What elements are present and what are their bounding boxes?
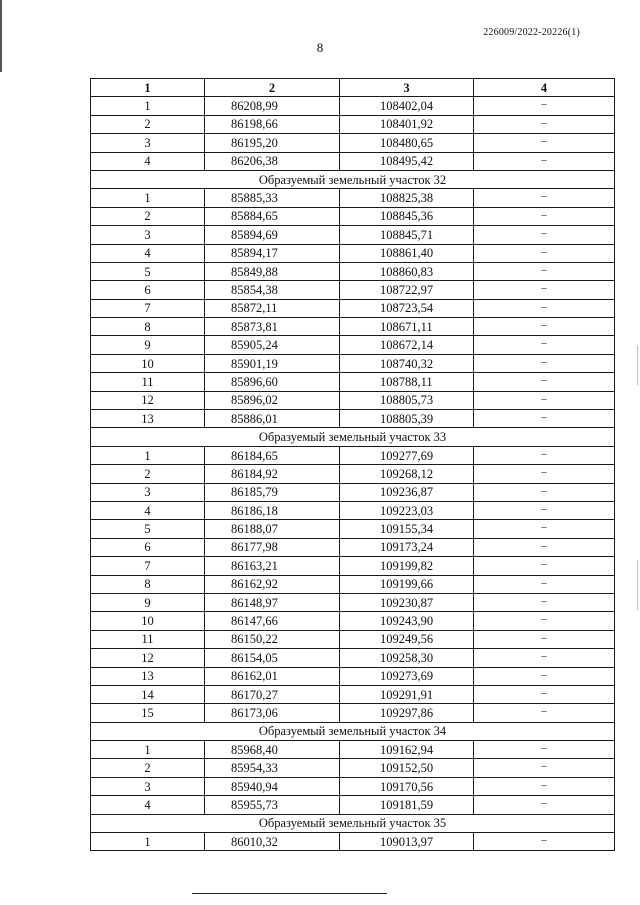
- note-cell: –: [474, 741, 615, 759]
- y-coordinate-cell: 109297,86: [340, 704, 474, 722]
- x-coordinate-cell: 86198,66: [205, 115, 340, 133]
- y-coordinate-cell: 109199,82: [340, 557, 474, 575]
- header-y: 3: [340, 79, 474, 97]
- table-row: [91, 685, 615, 703]
- point-number-cell: 9: [91, 593, 205, 611]
- x-coordinate-cell: 86185,79: [205, 483, 340, 501]
- y-coordinate-cell: 108723,54: [340, 299, 474, 317]
- header-note: 4: [474, 79, 615, 97]
- document-id: 226009/2022-20226(1): [483, 27, 580, 38]
- point-number-cell: 6: [91, 281, 205, 299]
- table-row: [91, 704, 615, 722]
- point-number-cell: 1: [91, 189, 205, 207]
- note-cell: –: [474, 115, 615, 133]
- y-coordinate-cell: 108740,32: [340, 354, 474, 372]
- table-header-row: [91, 79, 615, 97]
- y-coordinate-cell: 109291,91: [340, 685, 474, 703]
- point-number-cell: 6: [91, 538, 205, 556]
- x-coordinate-cell: 86154,05: [205, 649, 340, 667]
- x-coordinate-cell: 85894,17: [205, 244, 340, 262]
- header-point-number: 1: [91, 79, 205, 97]
- x-coordinate-cell: 85885,33: [205, 189, 340, 207]
- note-cell: –: [474, 446, 615, 464]
- table-row: [91, 189, 615, 207]
- table-row: [91, 373, 615, 391]
- point-number-cell: 2: [91, 465, 205, 483]
- x-coordinate-cell: 86148,97: [205, 593, 340, 611]
- table-body: [91, 97, 615, 851]
- y-coordinate-cell: 108722,97: [340, 281, 474, 299]
- note-cell: –: [474, 796, 615, 814]
- y-coordinate-cell: 109236,87: [340, 483, 474, 501]
- note-cell: –: [474, 226, 615, 244]
- y-coordinate-cell: 109155,34: [340, 520, 474, 538]
- table-row: [91, 410, 615, 428]
- y-coordinate-cell: 108845,71: [340, 226, 474, 244]
- note-cell: –: [474, 777, 615, 795]
- table-row: [91, 538, 615, 556]
- y-coordinate-cell: 108402,04: [340, 97, 474, 115]
- y-coordinate-cell: 109162,94: [340, 741, 474, 759]
- section-header-row: [91, 814, 615, 832]
- point-number-cell: 3: [91, 483, 205, 501]
- x-coordinate-cell: 86170,27: [205, 685, 340, 703]
- x-coordinate-cell: 86163,21: [205, 557, 340, 575]
- point-number-cell: 5: [91, 520, 205, 538]
- point-number-cell: 15: [91, 704, 205, 722]
- note-cell: –: [474, 520, 615, 538]
- table-row: [91, 391, 615, 409]
- table-row: [91, 501, 615, 519]
- note-cell: –: [474, 336, 615, 354]
- point-number-cell: 12: [91, 391, 205, 409]
- y-coordinate-cell: 109013,97: [340, 833, 474, 851]
- note-cell: –: [474, 281, 615, 299]
- point-number-cell: 12: [91, 649, 205, 667]
- note-cell: –: [474, 667, 615, 685]
- note-cell: –: [474, 612, 615, 630]
- y-coordinate-cell: 108495,42: [340, 152, 474, 170]
- x-coordinate-cell: 86177,98: [205, 538, 340, 556]
- x-coordinate-cell: 85884,65: [205, 207, 340, 225]
- point-number-cell: 4: [91, 501, 205, 519]
- y-coordinate-cell: 108805,39: [340, 410, 474, 428]
- table-row: [91, 630, 615, 648]
- note-cell: –: [474, 354, 615, 372]
- x-coordinate-cell: 86173,06: [205, 704, 340, 722]
- point-number-cell: 11: [91, 373, 205, 391]
- y-coordinate-cell: 109199,66: [340, 575, 474, 593]
- y-coordinate-cell: 108480,65: [340, 134, 474, 152]
- x-coordinate-cell: 85896,60: [205, 373, 340, 391]
- x-coordinate-cell: 86147,66: [205, 612, 340, 630]
- footer-line: [192, 893, 387, 894]
- table-row: [91, 262, 615, 280]
- x-coordinate-cell: 86206,38: [205, 152, 340, 170]
- section-header-row: [91, 428, 615, 446]
- table-row: [91, 207, 615, 225]
- table-row: [91, 575, 615, 593]
- note-cell: –: [474, 685, 615, 703]
- table-row: [91, 281, 615, 299]
- x-coordinate-cell: 86195,20: [205, 134, 340, 152]
- point-number-cell: 3: [91, 226, 205, 244]
- point-number-cell: 4: [91, 152, 205, 170]
- y-coordinate-cell: 108672,14: [340, 336, 474, 354]
- note-cell: –: [474, 575, 615, 593]
- y-coordinate-cell: 108860,83: [340, 262, 474, 280]
- note-cell: –: [474, 262, 615, 280]
- table-row: [91, 318, 615, 336]
- y-coordinate-cell: 109223,03: [340, 501, 474, 519]
- point-number-cell: 8: [91, 318, 205, 336]
- scan-artifact: [637, 560, 638, 610]
- table-row: [91, 593, 615, 611]
- x-coordinate-cell: 85872,11: [205, 299, 340, 317]
- point-number-cell: 8: [91, 575, 205, 593]
- note-cell: –: [474, 391, 615, 409]
- x-coordinate-cell: 85905,24: [205, 336, 340, 354]
- y-coordinate-cell: 108671,11: [340, 318, 474, 336]
- table-row: [91, 336, 615, 354]
- note-cell: –: [474, 410, 615, 428]
- x-coordinate-cell: 86184,92: [205, 465, 340, 483]
- table-row: [91, 152, 615, 170]
- note-cell: –: [474, 152, 615, 170]
- point-number-cell: 4: [91, 796, 205, 814]
- table-row: [91, 446, 615, 464]
- y-coordinate-cell: 108401,92: [340, 115, 474, 133]
- y-coordinate-cell: 109249,56: [340, 630, 474, 648]
- x-coordinate-cell: 85894,69: [205, 226, 340, 244]
- note-cell: –: [474, 465, 615, 483]
- x-coordinate-cell: 86162,92: [205, 575, 340, 593]
- x-coordinate-cell: 85873,81: [205, 318, 340, 336]
- point-number-cell: 2: [91, 759, 205, 777]
- y-coordinate-cell: 109243,90: [340, 612, 474, 630]
- y-coordinate-cell: 108861,40: [340, 244, 474, 262]
- point-number-cell: 7: [91, 299, 205, 317]
- point-number-cell: 13: [91, 667, 205, 685]
- note-cell: –: [474, 318, 615, 336]
- x-coordinate-cell: 85954,33: [205, 759, 340, 777]
- table-row: [91, 833, 615, 851]
- note-cell: –: [474, 649, 615, 667]
- point-number-cell: 9: [91, 336, 205, 354]
- table-row: [91, 226, 615, 244]
- x-coordinate-cell: 85854,38: [205, 281, 340, 299]
- x-coordinate-cell: 86186,18: [205, 501, 340, 519]
- note-cell: –: [474, 244, 615, 262]
- table-row: [91, 465, 615, 483]
- point-number-cell: 13: [91, 410, 205, 428]
- x-coordinate-cell: 86208,99: [205, 97, 340, 115]
- table-row: [91, 134, 615, 152]
- table-row: [91, 97, 615, 115]
- point-number-cell: 2: [91, 207, 205, 225]
- y-coordinate-cell: 109152,50: [340, 759, 474, 777]
- x-coordinate-cell: 85896,02: [205, 391, 340, 409]
- table-row: [91, 299, 615, 317]
- x-coordinate-cell: 85901,19: [205, 354, 340, 372]
- x-coordinate-cell: 85849,88: [205, 262, 340, 280]
- x-coordinate-cell: 86010,32: [205, 833, 340, 851]
- table-row: [91, 741, 615, 759]
- x-coordinate-cell: 85886,01: [205, 410, 340, 428]
- section-header-row: [91, 170, 615, 188]
- note-cell: –: [474, 189, 615, 207]
- note-cell: –: [474, 704, 615, 722]
- note-cell: –: [474, 373, 615, 391]
- section-title: Образуемый земельный участок 35: [91, 814, 615, 832]
- table-row: [91, 777, 615, 795]
- point-number-cell: 1: [91, 446, 205, 464]
- point-number-cell: 4: [91, 244, 205, 262]
- table-row: [91, 483, 615, 501]
- note-cell: –: [474, 483, 615, 501]
- section-title: Образуемый земельный участок 32: [91, 170, 615, 188]
- y-coordinate-cell: 109230,87: [340, 593, 474, 611]
- table-row: [91, 759, 615, 777]
- point-number-cell: 1: [91, 97, 205, 115]
- note-cell: –: [474, 593, 615, 611]
- note-cell: –: [474, 97, 615, 115]
- point-number-cell: 3: [91, 134, 205, 152]
- note-cell: –: [474, 207, 615, 225]
- section-header-row: [91, 722, 615, 740]
- coordinates-table: [90, 78, 615, 851]
- x-coordinate-cell: 86150,22: [205, 630, 340, 648]
- x-coordinate-cell: 85968,40: [205, 741, 340, 759]
- point-number-cell: 3: [91, 777, 205, 795]
- x-coordinate-cell: 85940,94: [205, 777, 340, 795]
- table-row: [91, 354, 615, 372]
- point-number-cell: 14: [91, 685, 205, 703]
- section-title: Образуемый земельный участок 33: [91, 428, 615, 446]
- point-number-cell: 2: [91, 115, 205, 133]
- table-row: [91, 115, 615, 133]
- table-row: [91, 520, 615, 538]
- table-row: [91, 649, 615, 667]
- table-row: [91, 244, 615, 262]
- x-coordinate-cell: 86184,65: [205, 446, 340, 464]
- point-number-cell: 11: [91, 630, 205, 648]
- note-cell: –: [474, 538, 615, 556]
- note-cell: –: [474, 299, 615, 317]
- section-title: Образуемый земельный участок 34: [91, 722, 615, 740]
- table-row: [91, 557, 615, 575]
- note-cell: –: [474, 134, 615, 152]
- note-cell: –: [474, 833, 615, 851]
- point-number-cell: 1: [91, 833, 205, 851]
- y-coordinate-cell: 108845,36: [340, 207, 474, 225]
- y-coordinate-cell: 109268,12: [340, 465, 474, 483]
- scan-edge-mark: [0, 0, 2, 72]
- scan-artifact: [637, 345, 638, 385]
- table-row: [91, 667, 615, 685]
- header-x: 2: [205, 79, 340, 97]
- note-cell: –: [474, 557, 615, 575]
- y-coordinate-cell: 109277,69: [340, 446, 474, 464]
- y-coordinate-cell: 108788,11: [340, 373, 474, 391]
- y-coordinate-cell: 109181,59: [340, 796, 474, 814]
- point-number-cell: 5: [91, 262, 205, 280]
- table-row: [91, 612, 615, 630]
- point-number-cell: 10: [91, 612, 205, 630]
- x-coordinate-cell: 85955,73: [205, 796, 340, 814]
- y-coordinate-cell: 108825,38: [340, 189, 474, 207]
- point-number-cell: 1: [91, 741, 205, 759]
- x-coordinate-cell: 86162,01: [205, 667, 340, 685]
- note-cell: –: [474, 501, 615, 519]
- note-cell: –: [474, 630, 615, 648]
- y-coordinate-cell: 109173,24: [340, 538, 474, 556]
- x-coordinate-cell: 86188,07: [205, 520, 340, 538]
- y-coordinate-cell: 109273,69: [340, 667, 474, 685]
- point-number-cell: 10: [91, 354, 205, 372]
- table-row: [91, 796, 615, 814]
- y-coordinate-cell: 109170,56: [340, 777, 474, 795]
- y-coordinate-cell: 108805,73: [340, 391, 474, 409]
- page-number: 8: [316, 40, 324, 55]
- note-cell: –: [474, 759, 615, 777]
- y-coordinate-cell: 109258,30: [340, 649, 474, 667]
- point-number-cell: 7: [91, 557, 205, 575]
